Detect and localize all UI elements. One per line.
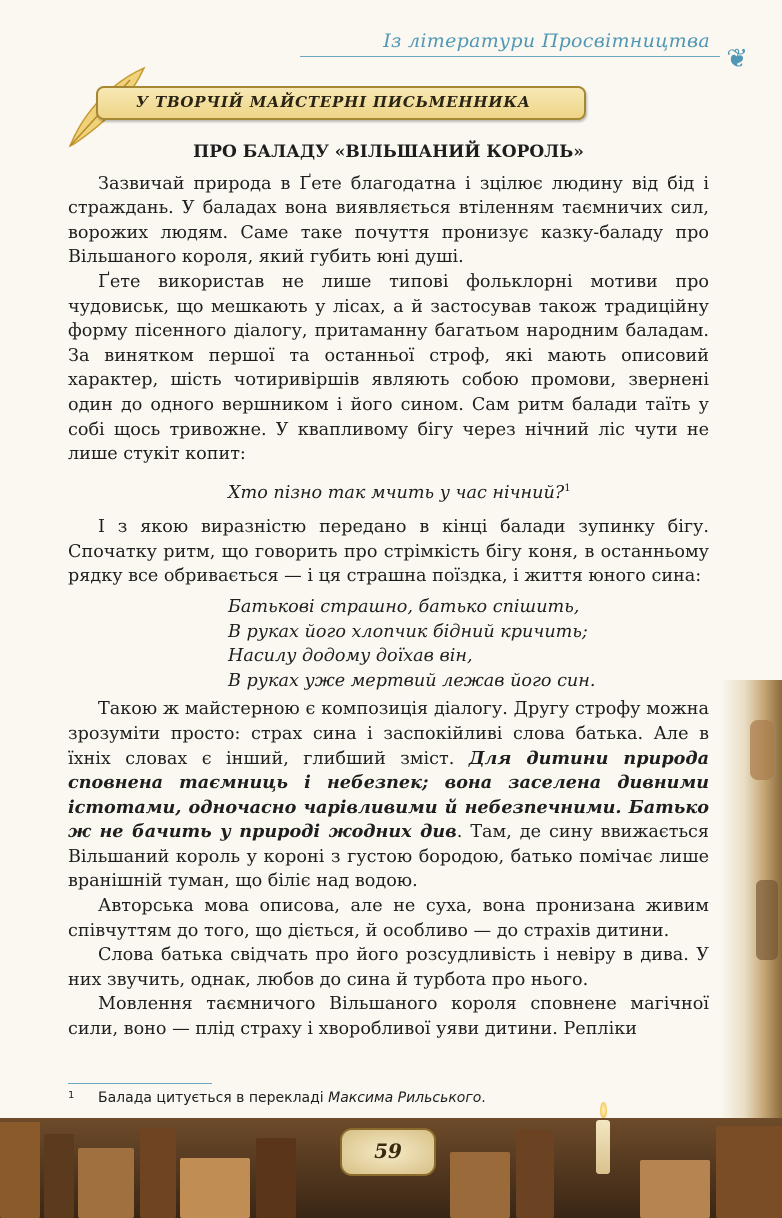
footnote-text: Балада цитується в перекладі [98,1090,329,1106]
side-illustration [720,680,782,1120]
page-number: 59 [340,1128,436,1176]
paragraph-4-emphasis: Для дитини природа сповнена таємниць і небезпек; вона заселена дивними істотами, одночасно чарівливими й небезпечними. Батько ж не бачить у природі жодних див [68,747,709,843]
flourish-ornament-icon: ❦ [726,44,748,74]
section-banner [96,86,586,120]
paragraph-7: Мовлення таємничого Вільшаного короля сповнене магічної сили, воно — плід страху і хворобливої уяви дитини. Репліки [68,994,709,1040]
verse-line: В руках уже мертвий лежав його син. [228,670,596,691]
section-banner-text: У ТВОРЧІЙ МАЙСТЕРНІ ПИСЬМЕННИКА [136,93,531,111]
verse-line: В руках його хлопчик бідний кричить; [228,621,588,642]
paragraph-3: І з якою виразністю передано в кінці балади зупинку бігу. Спочатку ритм, що говорить про стрімкість бігу коня, в останньому рядку все обривається — і ця страшна поїздка, і життя юного сина: [68,517,709,587]
article-title: ПРО БАЛАДУ «ВІЛЬШАНИЙ КОРОЛЬ» [193,142,584,162]
footnote [68,1090,668,1106]
header-rule [300,56,720,57]
verse-block [228,595,709,693]
verse-line: Батькові страшно, батько спішить, [228,596,580,617]
article-body [68,140,709,1042]
paragraph-4-start: Такою ж майстерною є композиція діалогу. Другу строфу можна зрозуміти просто: страх сина і заспокійливі слова батька. Але в їхніх словах є інший, глибший зміст. [68,699,709,769]
paragraph-4 [68,697,709,894]
paragraph-6: Слова батька свідчать про його розсудливість і невіру в дива. У них звучить, однак, любов до сина й турбота про нього. [68,945,709,990]
footnote-ref: 1 [564,482,571,494]
paragraph-2: Ґете використав не лише типові фольклорні мотиви про чудовиськ, що мешкають у лісах, а й застосував також традиційну форму пісенного діалогу, притаманну багатьом народним баладам. За винятком першої та останньої строф, які мають описовий характер, шість чотиривіршів являють собою промови, звернені один до одного вершником і його сином. Сам ритм балади таїть у собі щось тривожне. У квапливому бігу через нічний ліс чути не лише стукіт копит: [68,271,709,465]
candle-flame-icon [600,1102,607,1118]
footnote-marker: 1 [68,1090,75,1101]
candle-icon [596,1120,610,1174]
footnote-end: . [481,1090,486,1106]
footnote-rule [68,1083,212,1084]
footnote-author: Максима Рильського [328,1090,482,1106]
paragraph-1: Зазвичай природа в Ґете благодатна і зцілює людину від бід і страждань. У баладах вона виявляється втіленням таємничих сил, ворожих людям. Саме таке почуття пронизує казку-баладу про Вільшаного короля, який губить юні душі. [68,173,709,268]
quote-text: Хто пізно так мчить у час нічний? [228,482,565,503]
running-header-title: Із літератури Просвітництва [375,30,710,52]
paragraph-4-end: . Там, де сину ввижається Вільшаний король у короні з густою бородою, батько помічає лише вранішній туман, що біліє над водою. [68,822,709,892]
paragraph-5: Авторська мова описова, але не суха, вона пронизана живим співчуттям до того, що діється, й особливо — до страхів дитини. [68,896,709,941]
epigraph-quote [228,477,709,505]
verse-line: Насилу додому доїхав він, [228,646,473,667]
running-header [300,26,760,76]
